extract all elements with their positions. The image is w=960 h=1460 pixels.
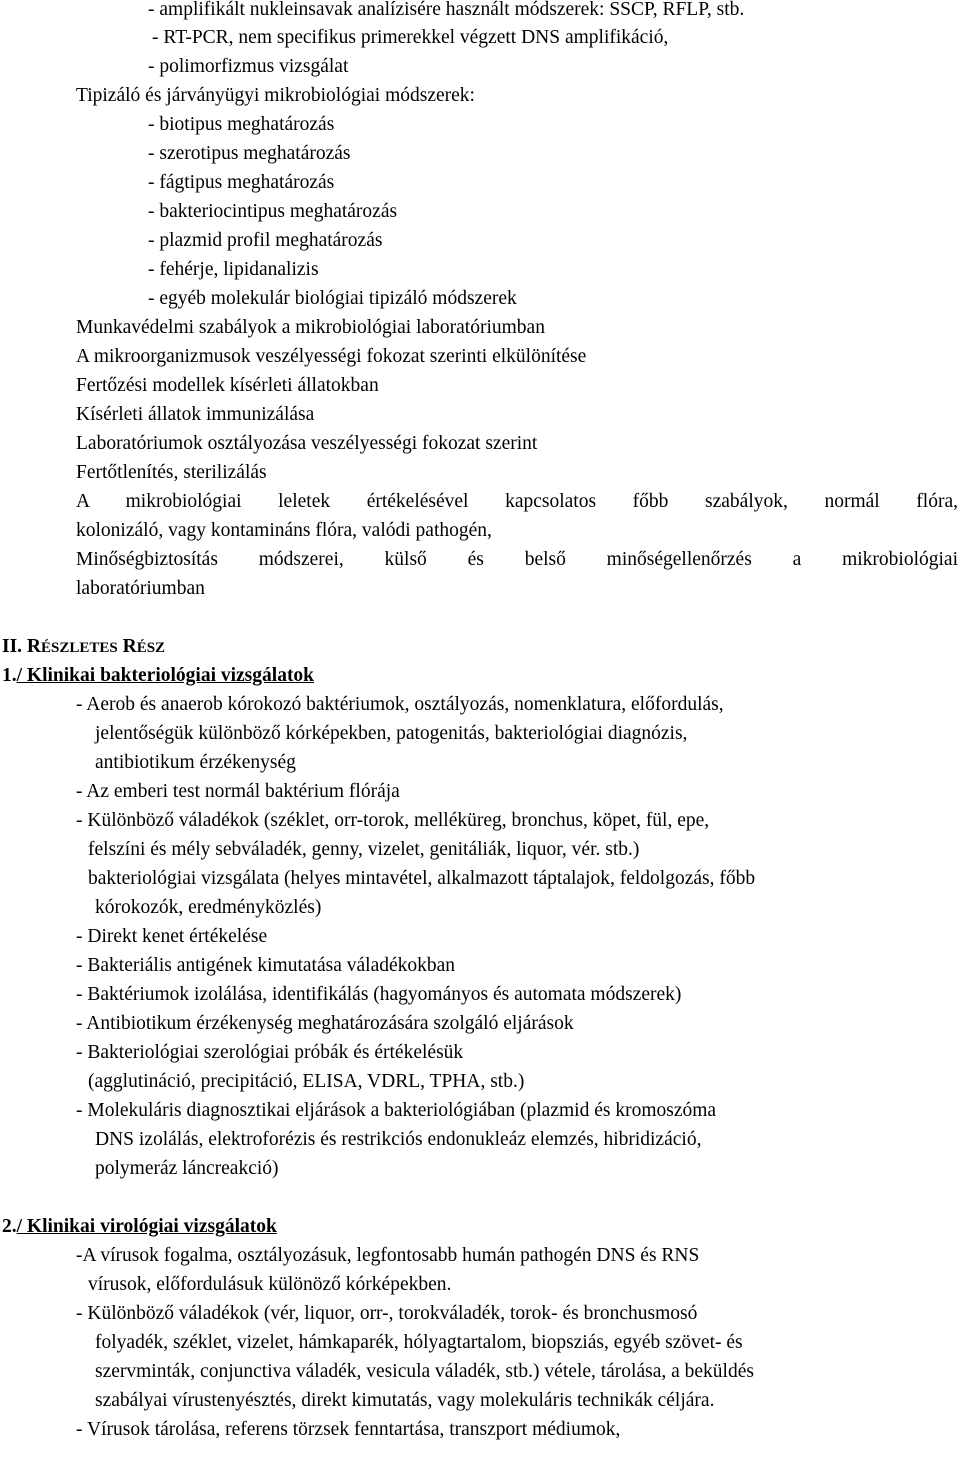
- findings-paragraph-line: A mikrobiológiai leletek értékelésével kapcsolatos főbb szabályok, normál flóra,: [76, 491, 958, 512]
- typing-heading: Tipizáló és járványügyi mikrobiológiai módszerek:: [76, 85, 475, 106]
- bacteriology-line: - Direkt kenet értékelése: [76, 926, 268, 947]
- virology-line: szabályai vírustenyésztés, direkt kimutatás, vagy molekuláris technikák céljára.: [95, 1390, 715, 1411]
- topic-line: Laboratóriumok osztályozása veszélyességi fokozat szerint: [76, 433, 538, 454]
- bacteriology-line: - Antibiotikum érzékenység meghatározására szolgáló eljárások: [76, 1013, 574, 1034]
- virology-line: -A vírusok fogalma, osztályozásuk, legfontosabb humán pathogén DNS és RNS: [76, 1245, 700, 1266]
- typing-item: - fehérje, lipidanalizis: [148, 259, 319, 280]
- bacteriology-line: bakteriológiai vizsgálata (helyes mintavétel, alkalmazott táptalajok, feldolgozás, főbb: [88, 868, 756, 889]
- quality-paragraph-line: laboratóriumban: [76, 578, 205, 599]
- virology-line: vírusok, előfordulásuk különöző kórképekben.: [88, 1274, 452, 1295]
- typing-item: - bakteriocintipus meghatározás: [148, 201, 398, 222]
- virology-line: szervminták, conjunctiva váladék, vesicula váladék, stb.) vétele, tárolása, a beküldés: [95, 1361, 754, 1382]
- quality-paragraph-line: Minőségbiztosítás módszerei, külső és belső minőségellenőrzés a mikrobiológiai: [76, 549, 958, 570]
- bacteriology-line: - Bakteriális antigének kimutatása váladékokban: [76, 955, 456, 976]
- typing-item: - plazmid profil meghatározás: [148, 230, 383, 251]
- virology-heading: 2./ Klinikai virológiai vizsgálatok: [2, 1216, 277, 1237]
- bacteriology-line: kórokozók, eredményközlés): [95, 897, 322, 918]
- topic-line: Fertőtlenítés, sterilizálás: [76, 462, 267, 483]
- typing-item: - biotipus meghatározás: [148, 114, 335, 135]
- bacteriology-line: DNS izolálás, elektroforézis és restrikciós endonukleáz elemzés, hibridizáció,: [95, 1129, 702, 1150]
- virology-line: folyadék, széklet, vizelet, hámkaparék, hólyagtartalom, biopsziás, egyéb szövet- és: [95, 1332, 743, 1353]
- method-item: - polimorfizmus vizsgálat: [148, 56, 349, 77]
- method-item: - RT-PCR, nem specifikus primerekkel végzett DNS amplifikáció,: [152, 27, 669, 48]
- topic-line: A mikroorganizmusok veszélyességi fokozat szerinti elkülönítése: [76, 346, 587, 367]
- bacteriology-line: jelentőségük különböző kórképekben, patogenitás, bakteriológiai diagnózis,: [95, 723, 688, 744]
- virology-line: - Különböző váladékok (vér, liquor, orr-, torokváladék, torok- és bronchusmosó: [76, 1303, 698, 1324]
- typing-item: - fágtipus meghatározás: [148, 172, 335, 193]
- section-heading: II. RÉSZLETES RÉSZ: [2, 636, 166, 657]
- topic-line: Munkavédelmi szabályok a mikrobiológiai laboratóriumban: [76, 317, 545, 338]
- bacteriology-line: felszíni és mély sebváladék, genny, vizelet, genitáliák, liquor, vér. stb.): [88, 839, 640, 860]
- findings-paragraph-line: kolonizáló, vagy kontamináns flóra, valódi pathogén,: [76, 520, 492, 541]
- bacteriology-line: polymeráz láncreakció): [95, 1158, 279, 1179]
- bacteriology-line: - Molekuláris diagnosztikai eljárások a bakteriológiában (plazmid és kromoszóma: [76, 1100, 717, 1121]
- topic-line: Fertőzési modellek kísérleti állatokban: [76, 375, 379, 396]
- typing-item: - szerotipus meghatározás: [148, 143, 351, 164]
- topic-line: Kísérleti állatok immunizálása: [76, 404, 315, 425]
- bacteriology-line: - Aerob és anaerob kórokozó baktériumok, osztályozás, nomenklatura, előfordulás,: [76, 694, 724, 715]
- bacteriology-line: - Az emberi test normál baktérium flórája: [76, 781, 400, 802]
- bacteriology-line: (agglutináció, precipitáció, ELISA, VDRL, TPHA, stb.): [88, 1071, 525, 1092]
- bacteriology-line: antibiotikum érzékenység: [95, 752, 296, 773]
- typing-item: - egyéb molekulár biológiai tipizáló módszerek: [148, 288, 517, 309]
- bacteriology-heading: 1./ Klinikai bakteriológiai vizsgálatok: [2, 665, 315, 686]
- bacteriology-line: - Bakteriológiai szerológiai próbák és értékelésük: [76, 1042, 464, 1063]
- virology-line: - Vírusok tárolása, referens törzsek fenntartása, transzport médiumok,: [76, 1419, 621, 1440]
- bacteriology-line: - Különböző váladékok (széklet, orr-torok, melléküreg, bronchus, köpet, fül, epe,: [76, 810, 710, 831]
- bacteriology-line: - Baktériumok izolálása, identifikálás (hagyományos és automata módszerek): [76, 984, 682, 1005]
- method-item: - amplifikált nukleinsavak analízisére használt módszerek: SSCP, RFLP, stb.: [148, 0, 745, 20]
